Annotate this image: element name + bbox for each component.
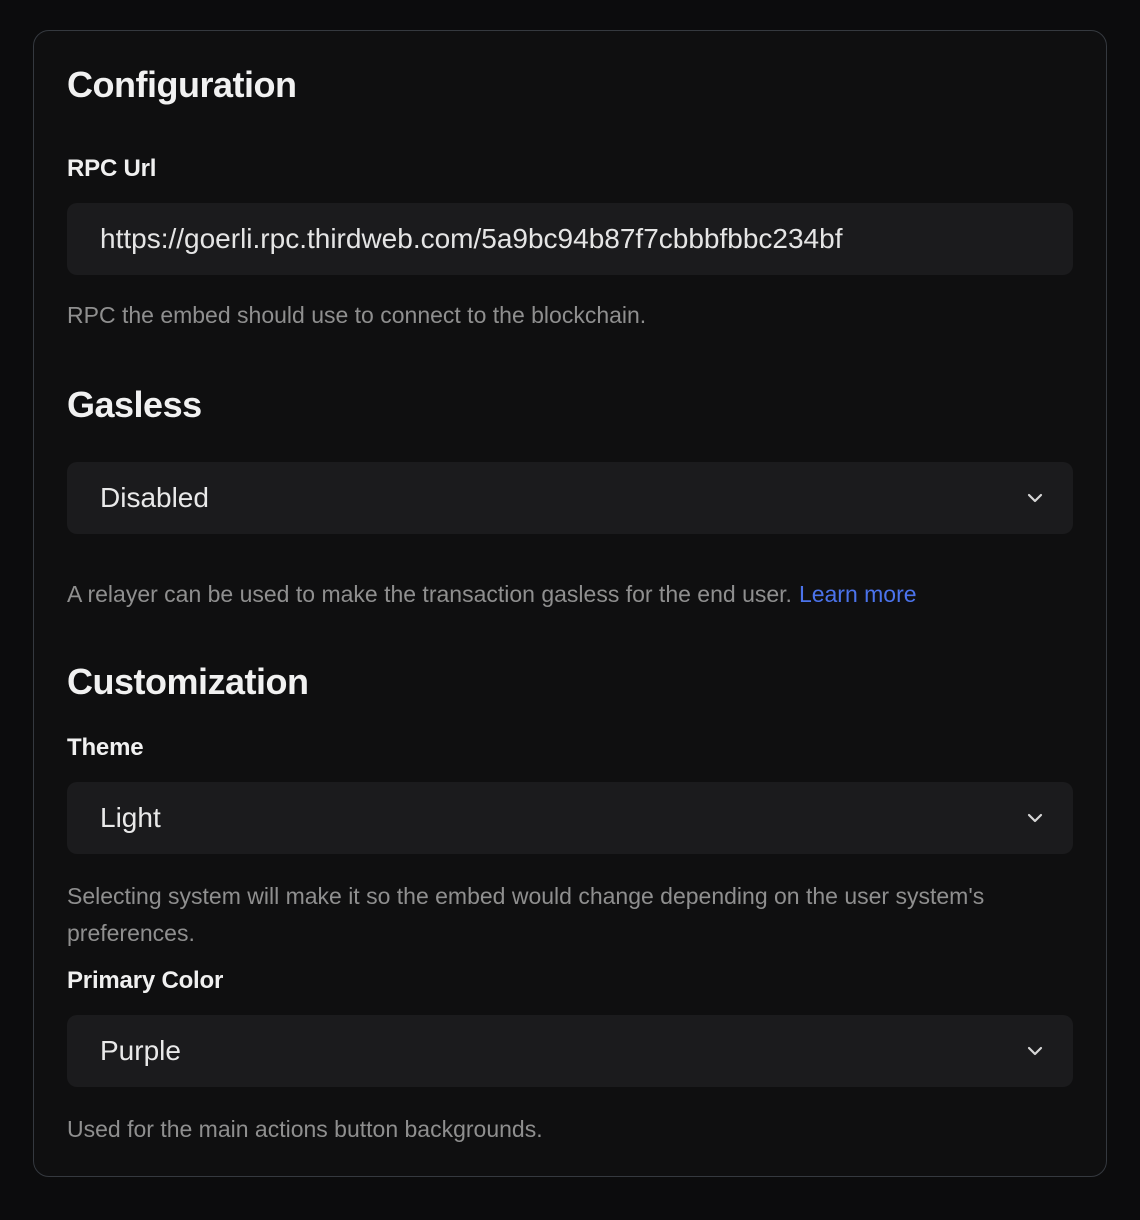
learn-more-link[interactable]: Learn more xyxy=(798,581,917,607)
chevron-down-icon xyxy=(1025,808,1045,828)
gasless-helper-body: A relayer can be used to make the transaction gasless for the end user. xyxy=(67,581,792,607)
theme-helper-text: Selecting system will make it so the embed would change depending on the user system's preferences. xyxy=(67,883,985,946)
primary-color-select[interactable] xyxy=(67,1015,1073,1087)
section-title-gasless: Gasless xyxy=(67,384,202,425)
rpc-url-input[interactable] xyxy=(67,203,1073,275)
gasless-select-value: Disabled xyxy=(100,482,209,513)
section-title-customization: Customization xyxy=(67,661,309,702)
primary-color-label: Primary Color xyxy=(67,967,224,994)
theme-select-value: Light xyxy=(100,802,161,833)
chevron-down-icon xyxy=(1025,488,1045,508)
gasless-select[interactable] xyxy=(67,462,1073,534)
theme-label: Theme xyxy=(67,734,144,761)
theme-select[interactable] xyxy=(67,782,1073,854)
chevron-down-icon xyxy=(1025,1041,1045,1061)
section-title-configuration: Configuration xyxy=(67,64,297,105)
rpc-url-helper-text: RPC the embed should use to connect to the blockchain. xyxy=(67,302,647,328)
primary-color-select-value: Purple xyxy=(100,1035,181,1066)
rpc-url-label: RPC Url xyxy=(67,155,157,182)
primary-color-helper-text: Used for the main actions button backgrounds. xyxy=(67,1116,543,1142)
configuration-card xyxy=(33,30,1107,1177)
gasless-helper-text xyxy=(67,576,1073,612)
